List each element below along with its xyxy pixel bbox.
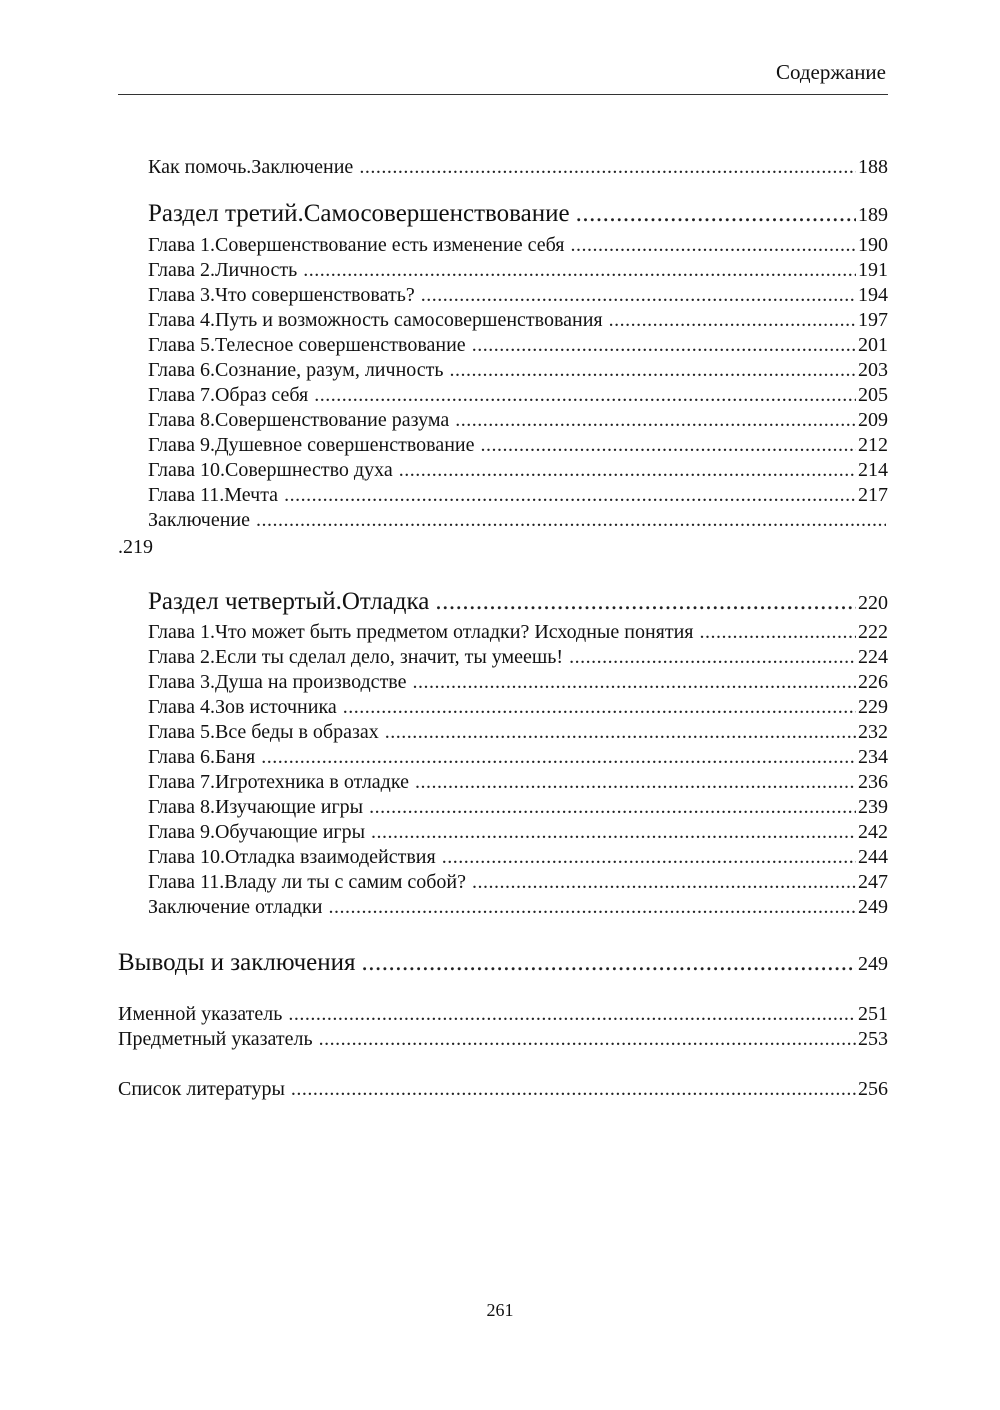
- toc-chapter[interactable]: [148, 484, 888, 507]
- toc-entry-page: 242: [858, 821, 888, 843]
- toc-chapter[interactable]: [148, 696, 888, 719]
- toc-chapter[interactable]: [148, 671, 888, 694]
- toc-leader-dots: [570, 234, 856, 257]
- toc-chapter[interactable]: [148, 721, 888, 744]
- toc-leader-dots: [385, 721, 856, 744]
- toc-chapter[interactable]: [148, 646, 888, 669]
- toc-entry-page: 234: [858, 746, 888, 768]
- toc-leader-dots: [319, 1028, 856, 1051]
- toc-leader-dots: [569, 646, 856, 669]
- toc-chapter[interactable]: [148, 384, 888, 407]
- toc-leader-dots: [421, 284, 856, 307]
- toc-entry-title: Глава 3.Душа на производстве: [148, 671, 407, 693]
- toc-entry-page: 190: [858, 234, 888, 256]
- toc-leader-dots: [261, 746, 856, 769]
- toc-chapter[interactable]: [148, 459, 888, 482]
- toc-entry-page: 205: [858, 384, 888, 406]
- toc-leader-dots: [472, 871, 856, 894]
- toc-entry-title: Глава 6.Сознание, разум, личность: [148, 359, 444, 381]
- toc-entry-title: Глава 10.Отладка взаимодействия: [148, 846, 436, 868]
- toc-entry-title: Как помочь.Заключение: [148, 156, 354, 178]
- toc-entry-title: Глава 8.Совершенствование разума: [148, 409, 450, 431]
- toc-leader-dots: [399, 459, 856, 482]
- toc-entry-title: Глава 7.Образ себя: [148, 384, 309, 406]
- toc-entry-title: Глава 7.Игротехника в отладке: [148, 771, 409, 793]
- toc-leader-dots: [291, 1078, 856, 1101]
- toc-entry-title: Заключение: [148, 509, 250, 531]
- toc-entry-page: 220: [858, 592, 888, 614]
- toc-entry-title: Именной указатель: [118, 1003, 283, 1025]
- toc-leader-dots: [700, 621, 857, 644]
- toc-entry-part2-conclusion[interactable]: [148, 156, 888, 179]
- toc-chapter[interactable]: [148, 284, 888, 307]
- toc-entry-page: 239: [858, 796, 888, 818]
- toc-entry-name-index[interactable]: [118, 1003, 888, 1026]
- toc-entry-title: Глава 10.Совершнество духа: [148, 459, 393, 481]
- toc-leader-dots: [472, 334, 856, 357]
- toc-chapter[interactable]: [148, 821, 888, 844]
- toc-entry-conclusions[interactable]: [118, 949, 888, 977]
- toc-entry-title: Выводы и заключения: [118, 949, 356, 976]
- toc-entry-bibliography[interactable]: [118, 1078, 888, 1101]
- toc-leader-dots: [284, 484, 856, 507]
- toc-entry-page: 232: [858, 721, 888, 743]
- toc-chapter[interactable]: [148, 771, 888, 794]
- toc-entry-title: Глава 9.Душевное совершенствование: [148, 434, 475, 456]
- toc-entry-title: Заключение отладки: [148, 896, 323, 918]
- toc-entry-page: 201: [858, 334, 888, 356]
- toc-entry-page: 222: [858, 621, 888, 643]
- toc-entry-title: Глава 1.Что может быть предметом отладки? Исходные понятия: [148, 621, 694, 643]
- toc-leader-dots: [450, 359, 856, 382]
- toc-leader-dots: [415, 771, 856, 794]
- toc-chapter[interactable]: [148, 434, 888, 457]
- toc-entry-page: 209: [858, 409, 888, 431]
- toc-entry-page: 229: [858, 696, 888, 718]
- toc-entry-title: Глава 5.Все беды в образах: [148, 721, 379, 743]
- toc-leader-dots: [328, 896, 856, 919]
- toc-entry-part3-conclusion[interactable]: [148, 509, 888, 532]
- toc-entry-page: 189: [858, 204, 888, 226]
- toc-entry-title: Предметный указатель: [118, 1028, 313, 1050]
- toc-entry-title: Глава 3.Что совершенствовать?: [148, 284, 415, 306]
- toc-leader-dots: [576, 200, 856, 228]
- toc-chapter[interactable]: [148, 234, 888, 257]
- toc-entry-page: 244: [858, 846, 888, 868]
- toc-section-title: Раздел третий.Самосовершенствование: [148, 200, 570, 227]
- toc-chapter[interactable]: [148, 796, 888, 819]
- toc-entry-title: Глава 11.Владу ли ты с самим собой?: [148, 871, 466, 893]
- toc-entry-title: Глава 5.Телесное совершенствование: [148, 334, 466, 356]
- toc-leader-dots: [314, 384, 856, 407]
- toc-entry-page: 226: [858, 671, 888, 693]
- toc-section-title: Раздел четвертый.Отладка: [148, 588, 430, 615]
- toc-chapter[interactable]: [148, 746, 888, 769]
- toc-entry-page: 203: [858, 359, 888, 381]
- toc-chapter[interactable]: [148, 409, 888, 432]
- toc-leader-dots: [455, 409, 856, 432]
- toc-entry-page: 194: [858, 284, 888, 306]
- page-number: 261: [486, 1300, 514, 1320]
- toc-entry-page: 197: [858, 309, 888, 331]
- toc-entry-part4-conclusion[interactable]: [148, 896, 888, 919]
- toc-leader-dots: [288, 1003, 856, 1026]
- toc-leader-dots: [435, 588, 856, 616]
- toc-entry-subject-index[interactable]: [118, 1028, 888, 1051]
- toc-chapter[interactable]: [148, 621, 888, 644]
- toc-entry-title: Глава 4.Зов источника: [148, 696, 337, 718]
- toc-leader-dots: [442, 846, 856, 869]
- toc-entry-page: 249: [858, 953, 888, 975]
- toc-entry-title: Глава 2.Если ты сделал дело, значит, ты умеешь!: [148, 646, 564, 668]
- toc-leader-dots: [413, 671, 856, 694]
- toc-leader-dots: [343, 696, 856, 719]
- toc-leader-dots: [256, 509, 886, 532]
- toc-entry-title: Глава 9.Обучающие игры: [148, 821, 366, 843]
- toc-leader-dots: [609, 309, 856, 332]
- toc-entry-page: 249: [858, 896, 888, 918]
- toc-chapter[interactable]: [148, 846, 888, 869]
- toc-section-part4[interactable]: [148, 588, 888, 616]
- toc-entry-page: 247: [858, 871, 888, 893]
- toc-section-part3[interactable]: [148, 200, 888, 228]
- toc-entry-title: Глава 6.Баня: [148, 746, 256, 768]
- toc-chapter[interactable]: [148, 259, 888, 282]
- toc-entry-page: 217: [858, 484, 888, 506]
- toc-entry-page: 253: [858, 1028, 888, 1050]
- toc-entry-page: 191: [858, 259, 888, 281]
- toc-chapter[interactable]: [148, 334, 888, 357]
- toc-entry-page: 236: [858, 771, 888, 793]
- running-header-title: Содержание: [775, 60, 886, 84]
- toc-leader-dots: [362, 949, 856, 977]
- toc-entry-title: Список литературы: [118, 1078, 285, 1100]
- toc-chapter[interactable]: [148, 871, 888, 894]
- toc-entry-title: Глава 1.Совершенствование есть изменение себя: [148, 234, 565, 256]
- toc-entry-title: Глава 8.Изучающие игры: [148, 796, 364, 818]
- toc-entry-page: 251: [858, 1003, 888, 1025]
- toc-entry-page: 256: [858, 1078, 888, 1100]
- toc-chapter[interactable]: [148, 309, 888, 332]
- toc-leader-dots: [359, 156, 856, 179]
- page-header: [118, 60, 888, 95]
- toc-entry-title: Глава 11.Мечта: [148, 484, 279, 506]
- toc-entry-page: 214: [858, 459, 888, 481]
- toc-leader-dots: [303, 259, 856, 282]
- toc-leader-dots: [480, 434, 856, 457]
- toc-entry-page: 212: [858, 434, 888, 456]
- toc-leader-dots: [371, 821, 856, 844]
- toc-entry-page: 224: [858, 646, 888, 668]
- toc-entry-title: Глава 4.Путь и возможность самосовершенствования: [148, 309, 603, 331]
- toc-entry-page: 188: [858, 156, 888, 178]
- toc-entry-page-wrapped: .219: [118, 536, 153, 558]
- toc-chapter[interactable]: [148, 359, 888, 382]
- toc-entry-title: Глава 2.Личность: [148, 259, 298, 281]
- toc-leader-dots: [369, 796, 856, 819]
